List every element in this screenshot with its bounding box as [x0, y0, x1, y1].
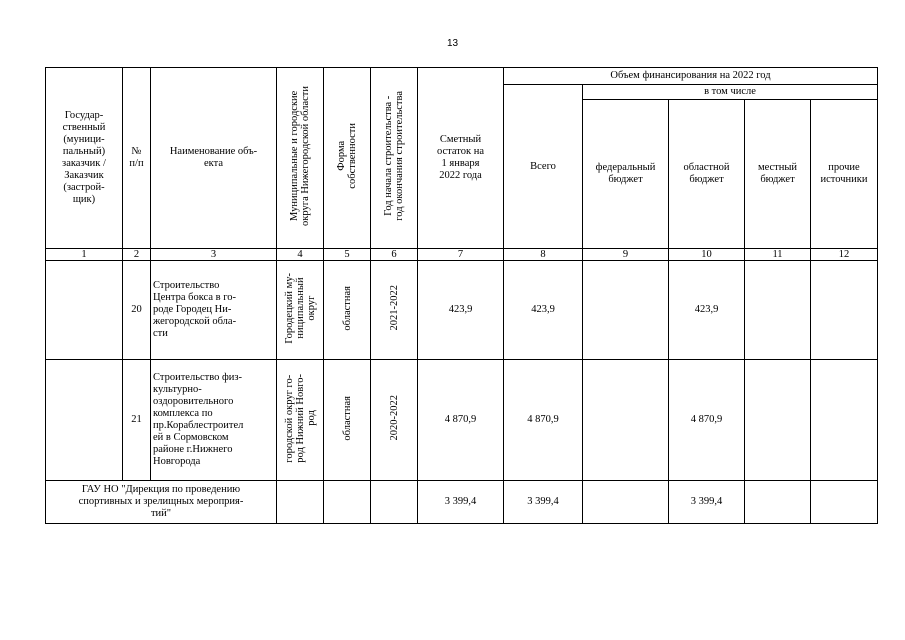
total-district [277, 481, 324, 524]
header-years [371, 68, 418, 249]
financing-table [45, 67, 878, 524]
column-number: 7 [418, 249, 504, 261]
header-local: местный бюджет [745, 100, 811, 249]
header-row-top [46, 68, 878, 85]
header-federal: федеральный бюджет [583, 100, 669, 249]
cell-object-name: Строительство Центра бокса в го- роде Городец Ни- жегородской обла- сти [151, 261, 277, 360]
header-ownership-text: Форма собственности [336, 123, 358, 189]
header-other: прочие источники [811, 100, 878, 249]
total-federal [583, 481, 669, 524]
column-number: 11 [745, 249, 811, 261]
column-number: 9 [583, 249, 669, 261]
cell-district-text: Городецкий му- ниципальный округ [283, 272, 317, 344]
cell-number: 21 [123, 360, 151, 481]
cell-district-text: городской округ го- род Нижний Новго- род [283, 373, 317, 463]
column-number: 2 [123, 249, 151, 261]
cell-ownership [324, 360, 371, 481]
cell-local [745, 261, 811, 360]
cell-federal [583, 360, 669, 481]
cell-regional: 423,9 [669, 261, 745, 360]
header-ownership [324, 68, 371, 249]
header-total: Всего [504, 85, 583, 249]
total-total: 3 399,4 [504, 481, 583, 524]
column-number: 1 [46, 249, 123, 261]
total-row [46, 481, 878, 524]
total-row-label: ГАУ НО "Дирекция по проведению спортивных и зрелищных мероприя- тий" [46, 481, 277, 524]
cell-years [371, 360, 418, 481]
header-customer: Государ- ственный (муници- пальный) заказчик / Заказчик (застрой- щик) [46, 68, 123, 249]
cell-total: 4 870,9 [504, 360, 583, 481]
total-years [371, 481, 418, 524]
column-number: 3 [151, 249, 277, 261]
cell-ownership-text: областная [341, 395, 353, 441]
header-financing-group: Объем финансирования на 2022 год [504, 68, 878, 85]
cell-ownership [324, 261, 371, 360]
cell-regional: 4 870,9 [669, 360, 745, 481]
header-number: № п/п [123, 68, 151, 249]
cell-estimate: 423,9 [418, 261, 504, 360]
header-regional: областной бюджет [669, 100, 745, 249]
cell-district [277, 261, 324, 360]
cell-number: 20 [123, 261, 151, 360]
column-number: 5 [324, 249, 371, 261]
cell-customer [46, 360, 123, 481]
header-object-name: Наименование объ- екта [151, 68, 277, 249]
cell-years [371, 261, 418, 360]
total-ownership [324, 481, 371, 524]
cell-local [745, 360, 811, 481]
column-number: 10 [669, 249, 745, 261]
total-other [811, 481, 878, 524]
page-number: 13 [446, 38, 459, 49]
total-regional: 3 399,4 [669, 481, 745, 524]
cell-estimate: 4 870,9 [418, 360, 504, 481]
cell-customer [46, 261, 123, 360]
header-district-text: Муниципальные и городские округа Нижегородской области [289, 86, 311, 226]
total-local [745, 481, 811, 524]
column-number: 12 [811, 249, 878, 261]
cell-total: 423,9 [504, 261, 583, 360]
column-number: 6 [371, 249, 418, 261]
cell-ownership-text: областная [341, 285, 353, 331]
total-estimate: 3 399,4 [418, 481, 504, 524]
column-number-row [46, 249, 878, 261]
header-including-group: в том числе [583, 85, 878, 100]
cell-other [811, 261, 878, 360]
table-row [46, 360, 878, 481]
cell-district [277, 360, 324, 481]
cell-years-text: 2021-2022 [388, 285, 400, 331]
header-years-text: Год начала строительства - год окончания строительства [383, 91, 405, 221]
cell-years-text: 2020-2022 [388, 395, 400, 441]
cell-federal [583, 261, 669, 360]
header-estimate: Сметный остаток на 1 января 2022 года [418, 68, 504, 249]
header-district [277, 68, 324, 249]
cell-other [811, 360, 878, 481]
cell-object-name: Строительство физ- культурно- оздоровительного комплекса по пр.Кораблестроител ей в Сормовском районе г.Нижнего Новгорода [151, 360, 277, 481]
table-row [46, 261, 878, 360]
column-number: 8 [504, 249, 583, 261]
column-number: 4 [277, 249, 324, 261]
